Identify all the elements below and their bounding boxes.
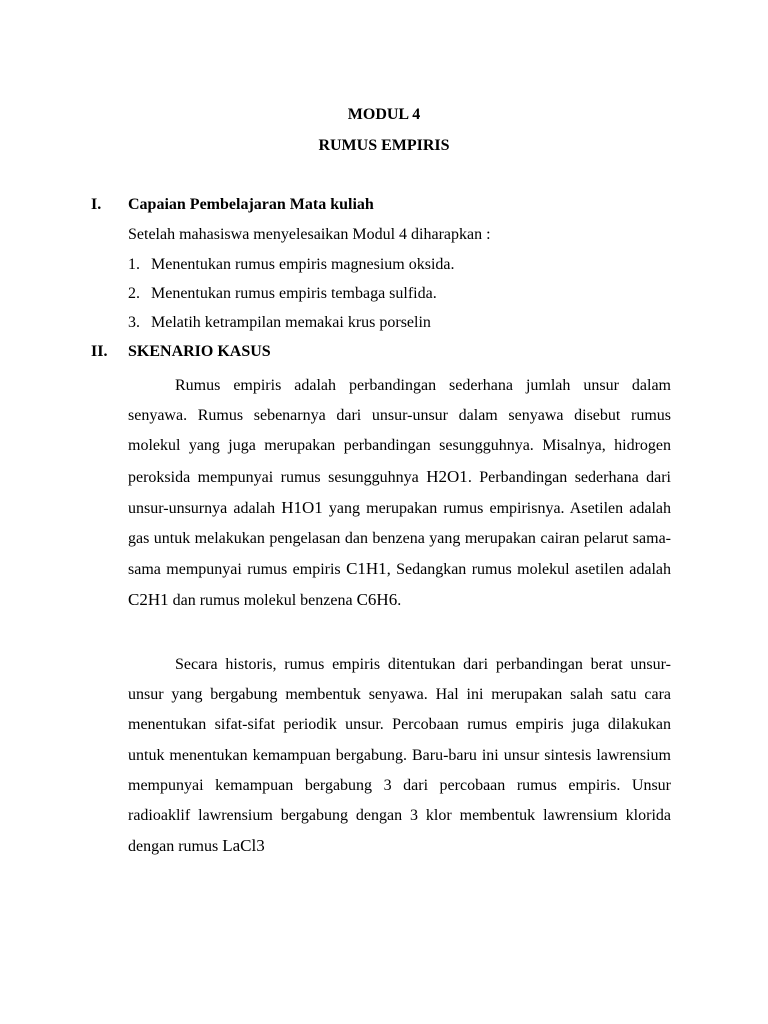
- formula-lacl3: LaCl3: [222, 836, 265, 856]
- section-1-number: I.: [91, 196, 102, 213]
- paragraph-2: [128, 650, 671, 862]
- section-2-number: II.: [91, 343, 108, 360]
- module-title: MODUL 4: [347, 106, 421, 123]
- section-1-heading: Capaian Pembelajaran Mata kuliah: [128, 196, 374, 213]
- paragraph-1: [128, 371, 671, 617]
- paragraph-1-text-1: Rumus empiris adalah perbandingan sederhana jumlah unsur dalam senyawa. Rumus sebenarnya dari unsur-unsur dalam senyawa disebut rumus molekul yang juga merupakan perbandingan sesungguhnya. Misalnya, hidrogen peroksida mempunyai rumus sesungguhnya: [128, 377, 671, 486]
- formula-c2h1: C2H1: [128, 590, 169, 610]
- formula-h1o1: H1O1: [281, 497, 323, 517]
- list-item-number: 3.: [128, 314, 140, 331]
- section-1-intro: Setelah mahasiswa menyelesaikan Modul 4 diharapkan :: [128, 226, 491, 243]
- paragraph-1-text-4: , Sedangkan rumus molekul asetilen adalah: [386, 561, 672, 579]
- list-item-text: Melatih ketrampilan memakai krus porselin: [151, 314, 431, 331]
- list-item-number: 1.: [128, 256, 140, 273]
- section-2-heading: SKENARIO KASUS: [128, 343, 271, 360]
- list-item-text: Menentukan rumus empiris tembaga sulfida.: [151, 285, 437, 302]
- paragraph-1-text-3: yang merupakan rumus empirisnya. Asetilen adalah gas untuk melakukan pengelasan dan benzena yang merupakan cairan pelarut sama-sama mempunyai rumus empiris: [128, 499, 671, 579]
- formula-h2o1: H2O1: [426, 466, 468, 486]
- module-subtitle: RUMUS EMPIRIS: [318, 137, 450, 154]
- list-item-text: Menentukan rumus empiris magnesium oksida.: [151, 256, 455, 273]
- paragraph-1-text-5: dan rumus molekul benzena: [172, 592, 353, 610]
- list-item-number: 2.: [128, 285, 140, 302]
- paragraph-1-text-6: .: [397, 592, 402, 610]
- formula-c1h1: C1H1: [346, 559, 387, 579]
- formula-c6h6: C6H6: [356, 590, 398, 610]
- paragraph-1-text-2: . Perbandingan sederhana dari unsur-unsurnya adalah: [128, 468, 672, 517]
- paragraph-2-text-1: Secara historis, rumus empiris ditentukan dari perbandingan berat unsur-unsur yang bergabung membentuk senyawa. Hal ini merupakan salah satu cara menentukan sifat-sifat periodik unsur. Percobaan rumus empiris juga dilakukan untuk menentukan kemampuan bergabung. Baru-baru ini unsur sintesis lawrensium mempunyai kemampuan bergabung 3 dari percobaan rumus empiris. Unsur radioaklif lawrensium bergabung dengan 3 klor membentuk lawrensium klorida dengan rumus: [128, 656, 671, 856]
